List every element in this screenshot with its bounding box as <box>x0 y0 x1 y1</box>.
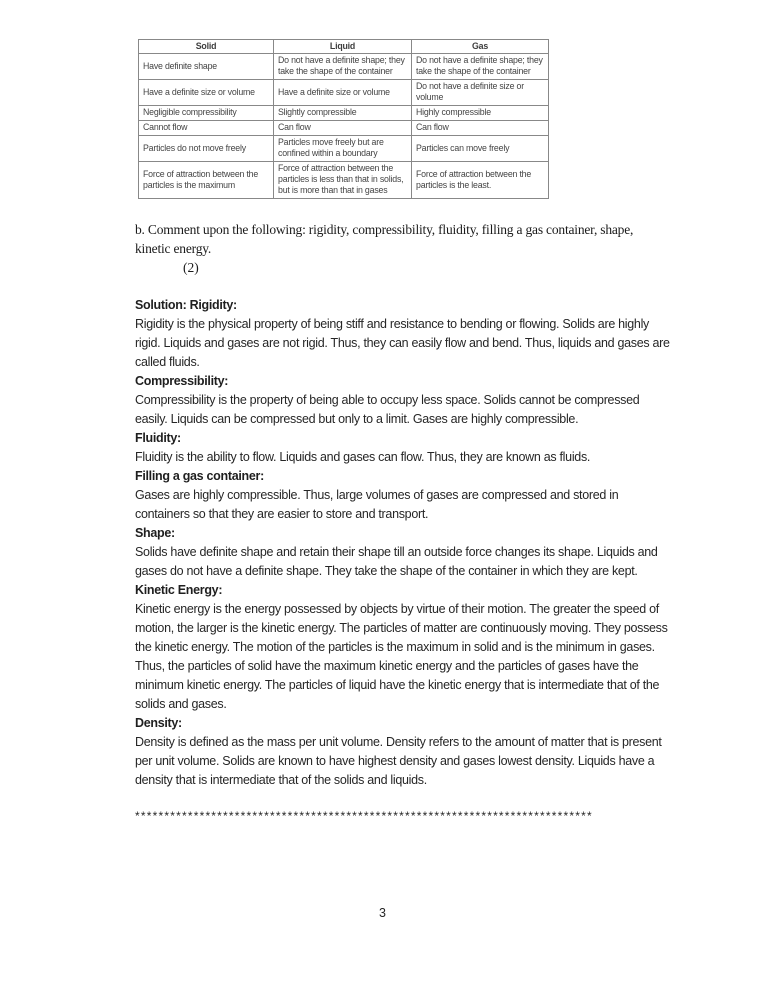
table-header-cell: Gas <box>412 40 549 54</box>
table-header-cell: Solid <box>139 40 274 54</box>
solution-section-body: Density is defined as the mass per unit volume. Density refers to the amount of matter that is present per unit volume. Solids are known to have highest density and gases lowest density. Liquids have a density that is intermediate that of the solids and liquids. <box>135 735 662 787</box>
solution-section <box>135 372 670 429</box>
table-cell-solid: Have a definite size or volume <box>139 80 274 106</box>
table-cell-liquid: Slightly compressible <box>274 106 412 121</box>
solution-section-heading: Compressibility: <box>135 374 229 388</box>
page-number: 3 <box>379 906 386 920</box>
table-row <box>139 80 549 106</box>
solution-section-body: Fluidity is the ability to flow. Liquids and gases can flow. Thus, they are known as fluids. <box>135 450 591 464</box>
table-cell-gas: Do not have a definite shape; they take the shape of the container <box>412 54 549 80</box>
states-of-matter-table <box>138 39 549 199</box>
solution-section-body: Gases are highly compressible. Thus, large volumes of gases are compressed and stored in containers so that they are easier to store and transport. <box>135 488 619 521</box>
solution-section <box>135 581 670 714</box>
solution-section <box>135 714 670 790</box>
solution-section-body: Kinetic energy is the energy possessed by objects by virtue of their motion. The greater the speed of motion, the larger is the kinetic energy. The particles of matter are continuously moving. They possess the kinetic energy. The motion of the particles is the maximum in solid and is the minimum in gases. Thus, the particles of solid have the maximum kinetic energy and the particles of gases have the minimum kinetic energy. The particles of liquid have the kinetic energy that is intermediate that of the solids and gases. <box>135 602 668 711</box>
solution-section <box>135 524 670 581</box>
table-header <box>139 40 549 54</box>
table-cell-liquid: Have a definite size or volume <box>274 80 412 106</box>
solution-section-heading: Kinetic Energy: <box>135 583 223 597</box>
table-cell-solid: Particles do not move freely <box>139 136 274 162</box>
table-cell-liquid: Force of attraction between the particles is less than that in solids, but is more than that in gases <box>274 162 412 199</box>
table-body <box>139 54 549 199</box>
solution-section-body: Compressibility is the property of being able to occupy less space. Solids cannot be compressed easily. Liquids can be compressed but only to a limit. Gases are highly compressible. <box>135 393 640 426</box>
table-cell-gas: Can flow <box>412 121 549 136</box>
table-cell-solid: Cannot flow <box>139 121 274 136</box>
solution-section-heading: Solution: Rigidity: <box>135 298 237 312</box>
solution-section <box>135 296 670 372</box>
table-cell-solid: Force of attraction between the particles is the maximum <box>139 162 274 199</box>
table-cell-liquid: Particles move freely but are confined within a boundary <box>274 136 412 162</box>
table-cell-solid: Have definite shape <box>139 54 274 80</box>
solution-section-heading: Filling a gas container: <box>135 469 264 483</box>
solution-block <box>135 296 670 790</box>
table-cell-gas: Force of attraction between the particles is the least. <box>412 162 549 199</box>
solution-section <box>135 467 670 524</box>
table-row <box>139 121 549 136</box>
table-row <box>139 106 549 121</box>
table-row <box>139 136 549 162</box>
table-cell-gas: Particles can move freely <box>412 136 549 162</box>
table-header-cell: Liquid <box>274 40 412 54</box>
table-row <box>139 54 549 80</box>
page-content <box>135 39 670 823</box>
question-text: b. Comment upon the following: rigidity, compressibility, fluidity, filling a gas container, shape, kinetic energy. <box>135 222 634 256</box>
table-cell-gas: Do not have a definite size or volume <box>412 80 549 106</box>
solution-section <box>135 429 670 467</box>
solution-section-body: Rigidity is the physical property of being stiff and resistance to bending or flowing. Solids are highly rigid. Liquids and gases are not rigid. Thus, they can easily flow and bend. Thus, liquids and gases are called fluids. <box>135 317 670 369</box>
solution-section-heading: Shape: <box>135 526 175 540</box>
solution-section-heading: Density: <box>135 716 182 730</box>
question-marks: (2) <box>183 260 199 275</box>
table-row <box>139 162 549 199</box>
table-cell-liquid: Do not have a definite shape; they take the shape of the container <box>274 54 412 80</box>
solution-section-body: Solids have definite shape and retain their shape till an outside force changes its shape. Liquids and gases do not have a definite shape. They take the shape of the container in which they are kept. <box>135 545 658 578</box>
table-cell-solid: Negligible compressibility <box>139 106 274 121</box>
asterisk-separator: ****************************************************************************** <box>135 809 593 823</box>
table-header-row <box>139 40 549 54</box>
table-cell-liquid: Can flow <box>274 121 412 136</box>
solution-section-heading: Fluidity: <box>135 431 181 445</box>
table-cell-gas: Highly compressible <box>412 106 549 121</box>
